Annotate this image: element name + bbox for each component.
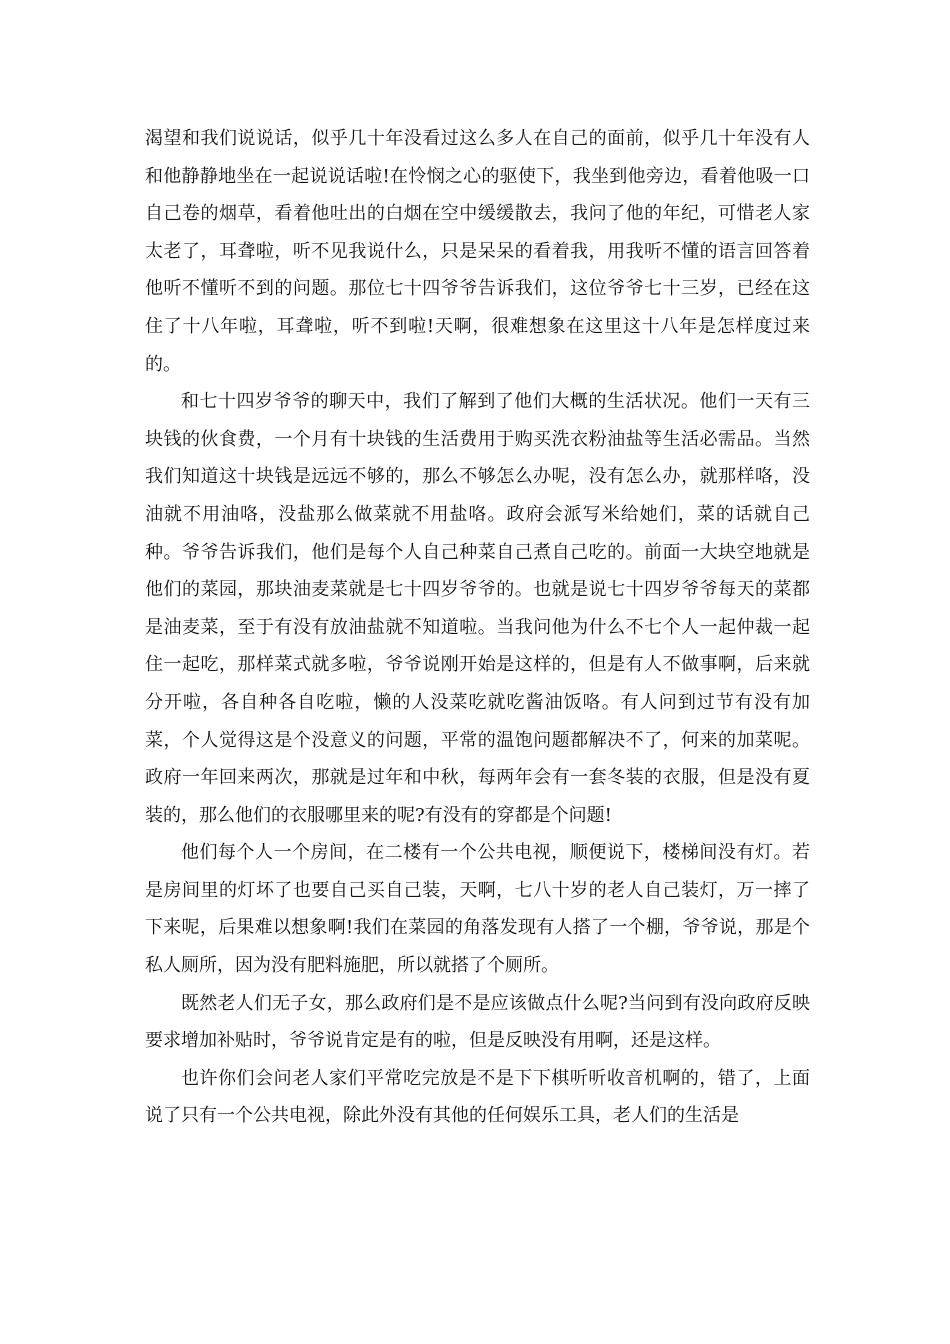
paragraph-2: 和七十四岁爷爷的聊天中，我们了解到了他们大概的生活状况。他们一天有三块钱的伙食费，一个月有十块钱的生活费用于购买洗衣粉油盐等生活必需品。当然我们知道这十块钱是远远不够的，那么不够怎么办呢，没有怎么办，就那样咯，没油就不用油咯，没盐那么做菜就不用盐咯。政府会派写米给她们，菜的话就自己种。爷爷告诉我们，他们是每个人自己种菜自己煮自己吃的。前面一大块空地就是他们的菜园，那块油麦菜就是七十四岁爷爷的。也就是说七十四岁爷爷每天的菜都是油麦菜，至于有没有放油盐就不知道啦。当我问他为什么不七个人一起仲裁一起住一起吃，那样菜式就多啦，爷爷说刚开始是这样的，但是有人不做事啊，后来就分开啦，各自种各自吃啦，懒的人没菜吃就吃酱油饭咯。有人问到过节有没有加菜，个人觉得这是个没意义的问题，平常的温饱问题都解决不了，何来的加菜呢。政府一年回来两次，那就是过年和中秋，每两年会有一套冬装的衣服，但是没有夏装的，那么他们的衣服哪里来的呢?有没有的穿都是个问题! xyxy=(145,391,810,826)
paragraph-5: 也许你们会问老人家们平常吃完放是不是下下棋听听收音机啊的，错了，上面说了只有一个公共电视，除此外没有其他的任何娱乐工具，老人们的生活是 xyxy=(145,1067,810,1127)
paragraph-1: 渴望和我们说说话，似乎几十年没看过这么多人在自己的面前，似乎几十年没有人和他静静地坐在一起说说话啦!在怜悯之心的驱使下，我坐到他旁边，看着他吸一口自己卷的烟草，看着他吐出的白烟在空中缓缓散去，我问了他的年纪，可惜老人家太老了，耳聋啦，听不见我说什么，只是呆呆的看着我，用我听不懂的语言回答着他听不懂听不到的问题。那位七十四爷爷告诉我们，这位爷爷七十三岁，已经在这住了十八年啦，耳聋啦，听不到啦!天啊，很难想象在这里这十八年是怎样度过来的。 xyxy=(145,128,810,375)
document-body xyxy=(145,120,810,1135)
paragraph-4: 既然老人们无子女，那么政府们是不是应该做点什么呢?当问到有没向政府反映要求增加补贴时，爷爷说肯定是有的啦，但是反映没有用啊，还是这样。 xyxy=(145,992,810,1052)
paragraph-3: 他们每个人一个房间，在二楼有一个公共电视，顺便说下，楼梯间没有灯。若是房间里的灯坏了也要自己买自己装，天啊，七八十岁的老人自己装灯，万一摔了下来呢，后果难以想象啊!我们在菜园的角落发现有人搭了一个棚，爷爷说，那是个私人厕所，因为没有肥料施肥，所以就搭了个厕所。 xyxy=(145,842,810,977)
